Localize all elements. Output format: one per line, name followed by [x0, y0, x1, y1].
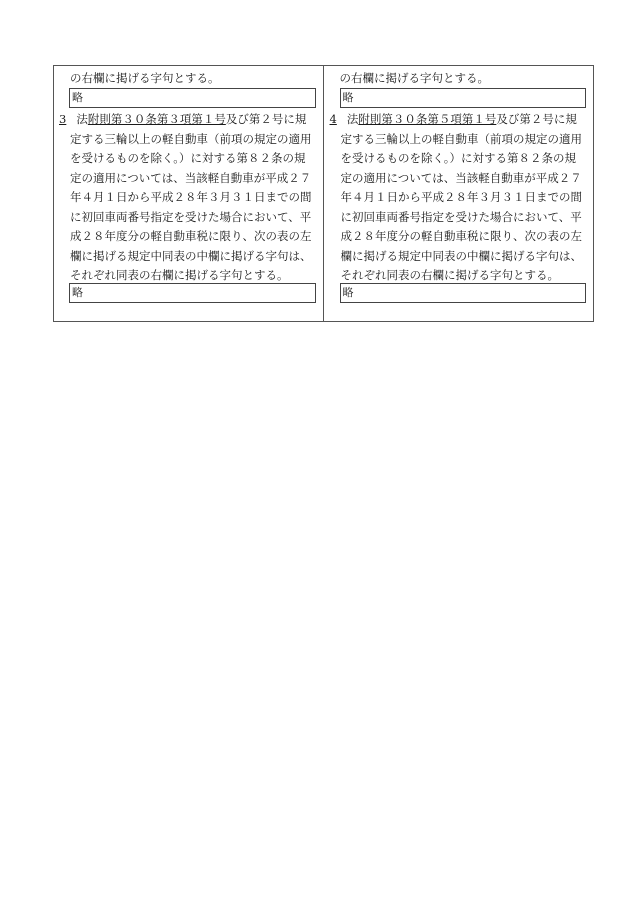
paragraph-number: 3	[59, 112, 67, 126]
paragraph-4	[330, 110, 594, 286]
paragraph-line: それぞれ同表の右欄に掲げる字句とする。	[340, 268, 559, 282]
paragraph-line: 成２８年度分の軽自動車税に限り、次の表の左	[340, 229, 582, 243]
paragraph-line: に初回車両番号指定を受けた場合において、平	[340, 209, 582, 224]
omitted-box: 略	[69, 88, 316, 108]
underlined-reference: 附則第３０条第３項第１号	[87, 112, 226, 126]
line-text: 及び第２号に規	[225, 112, 307, 126]
line-text: 法	[346, 112, 359, 126]
paragraph-line: 成２８年度分の軽自動車税に限り、次の表の左	[70, 229, 312, 243]
paragraph-line: 年４月１日から平成２８年３月３１日までの間	[70, 190, 312, 204]
paragraph-line: 欄に掲げる規定中同表の中欄に掲げる字句は、	[340, 248, 582, 263]
paragraph-line: 定する三輪以上の軽自動車（前項の規定の適用	[70, 131, 312, 146]
underlined-reference: 附則第３０条第５項第１号	[358, 112, 497, 126]
paragraph-line: 欄に掲げる規定中同表の中欄に掲げる字句は、	[70, 248, 312, 263]
paragraph-line: を受けるものを除く。）に対する第８２条の規	[70, 151, 306, 165]
paragraph-line: 定の適用については、当該軽自動車が平成２７	[340, 170, 582, 185]
left-column-revised	[54, 66, 324, 321]
paragraph-number: 4	[329, 112, 337, 126]
continuation-text: の右欄に掲げる字句とする。	[70, 71, 220, 85]
omitted-box: 略	[69, 283, 316, 303]
omitted-box: 略	[340, 283, 586, 303]
right-column-current	[324, 66, 594, 321]
paragraph-line: に初回車両番号指定を受けた場合において、平	[70, 209, 312, 224]
continuation-text: の右欄に掲げる字句とする。	[339, 71, 489, 85]
paragraph-line: 定の適用については、当該軽自動車が平成２７	[70, 170, 312, 185]
paragraph-line	[59, 110, 323, 130]
paragraph-line: 定する三輪以上の軽自動車（前項の規定の適用	[340, 131, 582, 146]
omitted-box: 略	[340, 88, 586, 108]
paragraph-3	[59, 110, 323, 286]
paragraph-line	[330, 110, 594, 130]
paragraph-line: を受けるものを除く。）に対する第８２条の規	[340, 151, 577, 165]
paragraph-line: それぞれ同表の右欄に掲げる字句とする。	[70, 268, 289, 282]
line-text: 法	[76, 112, 88, 126]
paragraph-line: 年４月１日から平成２８年３月３１日までの間	[340, 190, 582, 204]
comparison-table	[53, 65, 594, 322]
line-text: 及び第２号に規	[496, 112, 577, 126]
